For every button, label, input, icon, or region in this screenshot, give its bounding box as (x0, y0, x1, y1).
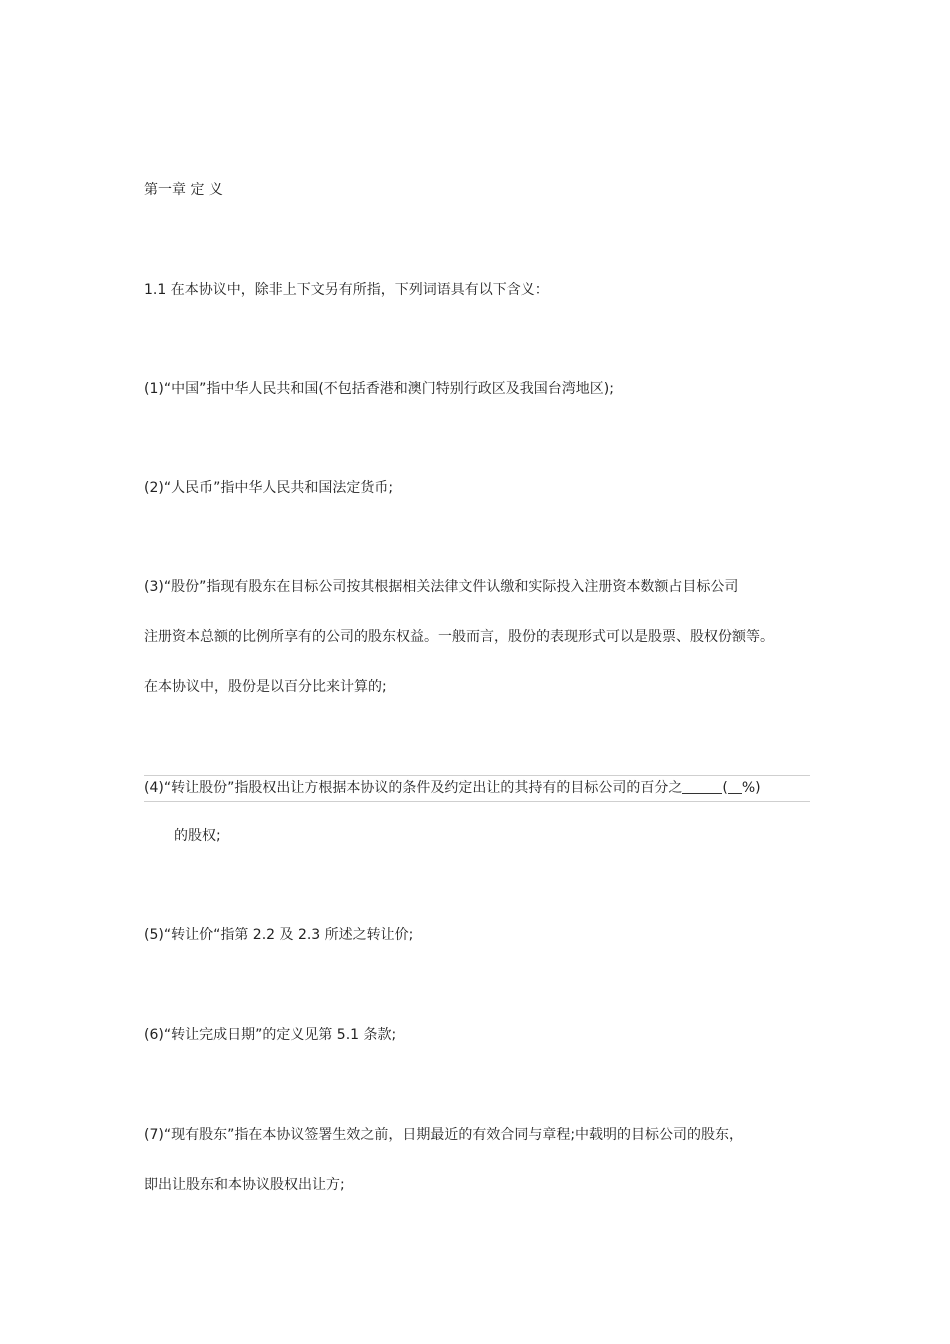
definition-4-transfer-shares-line-2: 的股权; (174, 828, 221, 844)
definition-3-shares-line-2: 注册资本总额的比例所享有的公司的股东权益。一般而言，股份的表现形式可以是股票、股权份额等。 (144, 629, 774, 645)
definition-1-china: (1)“中国”指中华人民共和国(不包括香港和澳门特别行政区及我国台湾地区); (144, 381, 614, 397)
open-paren: ( (722, 780, 728, 796)
definition-4-transfer-shares-line-1 (144, 775, 810, 802)
definition-4-text: (4)“转让股份”指股权出让方根据本协议的条件及约定出让的其持有的目标公司的百分之 (144, 780, 683, 796)
definition-3-shares-line-1: (3)“股份”指现有股东在目标公司按其根据相关法律文件认缴和实际投入注册资本数额占目标公司 (144, 579, 739, 595)
percentage-number-blank (728, 779, 742, 794)
chapter-title: 第一章 定 义 (144, 182, 223, 198)
definition-7-existing-shareholders-line-2: 即出让股东和本协议股权出让方; (144, 1177, 345, 1193)
definition-3-shares-line-3: 在本协议中，股份是以百分比来计算的; (144, 679, 387, 695)
definition-5-transfer-price: (5)“转让价“指第 2.2 及 2.3 所述之转让价; (144, 927, 414, 943)
definition-2-rmb: (2)“人民币”指中华人民共和国法定货币; (144, 480, 394, 496)
percent-sign: %) (741, 780, 761, 796)
clause-1-1-intro: 1.1 在本协议中，除非上下文另有所指，下列词语具有以下含义： (144, 282, 549, 298)
definition-7-existing-shareholders-line-1: (7)“现有股东”指在本协议签署生效之前，日期最近的有效合同与章程;中载明的目标公司的股东， (144, 1127, 744, 1143)
percentage-words-blank (682, 779, 722, 794)
definition-6-completion-date: (6)“转让完成日期”的定义见第 5.1 条款; (144, 1027, 397, 1043)
